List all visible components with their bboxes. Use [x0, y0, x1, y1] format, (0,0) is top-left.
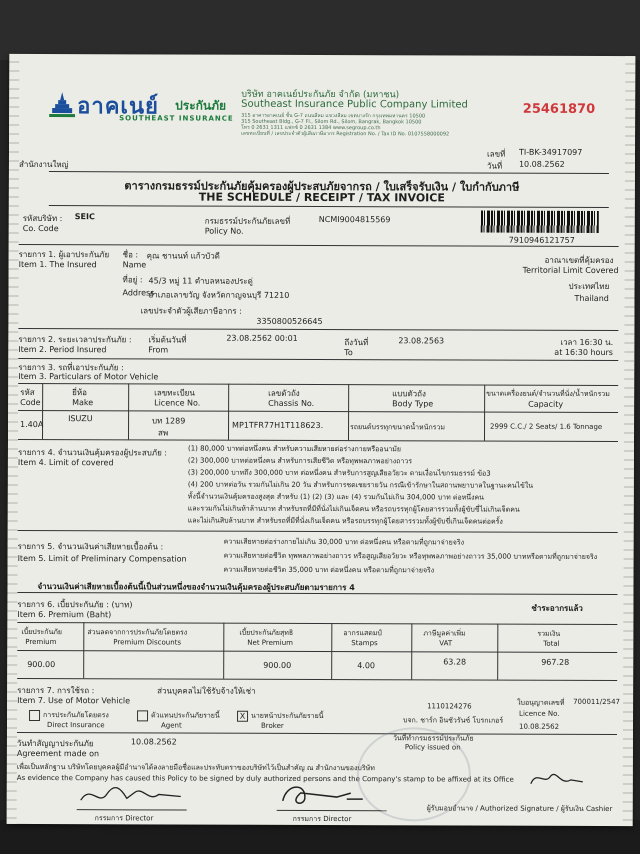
- from-value: 23.08.2562 00:01: [226, 333, 298, 343]
- net-premium-value: 900.00: [263, 660, 292, 670]
- number-label: เลขที่: [486, 149, 506, 159]
- premium-header-th: เบี้ยประกันภัยสุทธิ: [239, 628, 294, 637]
- agreement-label-en: Agreement made on: [16, 748, 100, 759]
- director-label-1: [95, 813, 154, 824]
- to-value: 23.08.2563: [398, 336, 445, 346]
- direct-insurance-label-th: การประกันภัยโดยตรง: [43, 711, 109, 720]
- company-name-th: บริษัท อาคเนย์ประกันภัย จำกัด (มหาชน): [241, 89, 400, 101]
- insured-item-th: รายการ 1. ผู้เอาประกันภัย: [18, 249, 110, 260]
- vehicle-header-th: เลขตัวถัง: [268, 388, 300, 398]
- company-address: [241, 113, 449, 138]
- premium-item-en: Item 6. Premium (Baht): [17, 609, 112, 620]
- authorized-label-th: ผู้รับมอบอำนาจ: [426, 804, 474, 813]
- insured-name-value: คุณ ชานนท์ แก้วบัวดี: [146, 251, 220, 261]
- agreement-value: 10.08.2562: [130, 737, 177, 747]
- taxid-value: 3350800526645: [256, 316, 323, 327]
- to-label-th: ถึงวันที่: [344, 338, 369, 348]
- vehicle-header-th: ขนาดเครื่องยนต์/จำนวนที่นั่ง/น้ำหนักรวม: [486, 389, 610, 399]
- broker-checkbox[interactable]: X: [237, 711, 248, 722]
- address-label-th: ที่อยู่ :: [122, 275, 143, 285]
- preliminary-line: ความเสียหายต่อชีวิต ทุพพลภาพอย่างถาวร หรือสูญเสียอวัยวะ หรือทุพพลภาพอย่างถาวร 35,000 บาทหรือตามที่ถูกมาจ่ายจริง: [223, 551, 598, 561]
- divider: [18, 328, 618, 331]
- co-code-value: SEIC: [74, 212, 95, 222]
- cashier-label-th: ผู้รับเงิน: [560, 804, 584, 813]
- director-signature-1: [77, 782, 187, 808]
- logo-text-en: SOUTHEAST INSURANCE: [119, 114, 234, 123]
- limit-line: (4) 200 บาทต่อวัน รวมกันไม่เกิน 20 วัน สำหรับการชดเชยรายวัน กรณีเข้ารักษาในสถานพยาบาลในฐานะคนไข้ใน: [187, 480, 534, 490]
- vehicle-header-en: Licence No.: [154, 398, 201, 408]
- evidence-text-th: เพื่อเป็นหลักฐาน บริษัทโดยบุคคลผู้มีอำนาจได้ลงลายมือชื่อและประทับตราของบริษัทไว้เป็นสำคัญ ณ สำนักงานของบริษัท: [16, 762, 375, 773]
- total-value: 967.28: [541, 657, 570, 667]
- director-signature-2: [277, 779, 367, 809]
- agreement-label-th: วันทำสัญญาประกันภัย: [16, 738, 94, 749]
- limits-item-th: รายการ 4. จำนวนเงินคุ้มครองผู้ประสบภัย :: [17, 447, 168, 458]
- limit-line: (3) 200,000 บาทถึง 300,000 บาท ต่อหนึ่งคน สำหรับการสูญเสียอวัยวะ ตามเงื่อนไขกรมธรรม์ ข้อ3: [187, 468, 491, 478]
- logo-text-th-sub: ประกันภัย: [175, 98, 227, 113]
- period-item-en: Item 2. Period Insured: [18, 344, 107, 355]
- number-value: TI-BK-34917097: [518, 147, 583, 157]
- address-line: 315 Southeast Bldg., G-7 Fl., Silom Rd., Silom, Bangrak, Bangkok 10500: [241, 118, 422, 126]
- vat-value: 63.28: [443, 657, 467, 667]
- direct-insurance-label-en: Direct Insurance: [46, 721, 105, 730]
- limit-line: (1) 80,000 บาทต่อหนึ่งคน สำหรับความเสียหายต่อร่างกายหรืออนามัย: [187, 444, 402, 454]
- director-label-2: [293, 814, 352, 825]
- preliminary-line: ความเสียหายต่อชีวิต 35,000 บาท ต่อหนึ่งคน หรือตามที่ถูกมาจ่ายจริง: [223, 565, 435, 575]
- premium-header-th: ส่วนลดจากการประกันภัยโดยตรง: [87, 628, 188, 637]
- licence-label-th: ใบอนุญาตเลขที่: [517, 698, 565, 707]
- premium-header-en: Stamps: [351, 639, 378, 648]
- agent-label-en: Agent: [160, 721, 182, 730]
- divider: [18, 530, 618, 533]
- premium-header-th: รวมเงิน: [537, 629, 561, 638]
- policy-no-label-en: Policy No.: [204, 226, 244, 236]
- issued-value: 10.08.2562: [518, 722, 560, 731]
- date-value: 10.08.2562: [518, 159, 565, 169]
- address-line: เลขทะเบียนที่ / เลขประจำตัวผู้เสียภาษีอากร Registration No. / Tax ID No. 0107558000092: [241, 130, 450, 138]
- table-border: [18, 383, 618, 386]
- title-th: ตารางกรมธรรม์ประกันภัยคุ้มครองผู้ประสบภัยจากรถ / ใบเสร็จรับเงิน / ใบกำกับภาษี: [124, 179, 520, 194]
- branch-label: สำนักงานใหญ่: [18, 159, 69, 170]
- cashier-signature: [527, 768, 587, 790]
- table-border: [17, 622, 617, 625]
- agent-checkbox[interactable]: [137, 710, 148, 721]
- authorized-label: ผู้รับมอบอำนาจ / Authorized Signature / ผู้รับเงิน Cashier: [426, 804, 613, 814]
- use-item-th: รายการ 7. การใช้รถ :: [17, 685, 95, 696]
- premium-item-th: รายการ 6. เบี้ยประกันภัย : (บาท): [17, 599, 133, 610]
- territory-value-en: Thailand: [574, 293, 609, 304]
- broker-code: 1110124276: [427, 702, 472, 711]
- premium-value: 900.00: [27, 659, 56, 670]
- vehicle-code: 1.40A: [20, 419, 44, 430]
- divider: [18, 410, 618, 413]
- premium-header-en: Total: [543, 639, 560, 648]
- vehicle-licence-province: สพ: [158, 428, 169, 438]
- premium-header-en: Net Premium: [247, 638, 293, 647]
- preliminary-line: ความเสียหายต่อร่างกายไม่เกิน 30,000 บาท ต่อหนึ่งคน หรือตามที่ถูกมาจ่ายจริง: [223, 537, 465, 547]
- vehicle-licence: บท 1289: [152, 416, 186, 426]
- signature-line: [277, 810, 387, 811]
- limits-list: [188, 443, 534, 528]
- title-en: THE SCHEDULE / RECEIPT / TAX INVOICE: [198, 190, 445, 205]
- perforation-right: [623, 56, 636, 826]
- address-label-en: Address: [122, 288, 155, 298]
- director-label-en: Director: [323, 815, 352, 824]
- preliminary-item-th: รายการ 5. จำนวนเงินค่าเสียหายเบื้องต้น :: [17, 541, 164, 552]
- address-line2: อำเภอเลาขวัญ จังหวัดกาญจนบุรี 71210: [148, 290, 290, 300]
- policy-no-value: NCMI9004815569: [318, 214, 391, 225]
- barcode-number: 7910946121757: [508, 235, 575, 245]
- licence-value: 700011/2547: [573, 697, 621, 707]
- premium-header-th: อากรแสตมป์: [343, 629, 382, 638]
- vehicle-header-en: Capacity: [528, 399, 564, 409]
- address-line1: 45/3 หมู่ 11 ตำบลหนองประดู่: [148, 276, 253, 286]
- name-label-th: ชื่อ :: [122, 250, 139, 260]
- director-label-th: กรรมการ: [94, 814, 124, 823]
- date-label: วันที่: [486, 161, 503, 171]
- temple-logo-icon: [49, 92, 75, 118]
- vehicle-header-th: รหัส: [20, 387, 35, 398]
- preliminary-item-en: Item 5. Limit of Preliminary Compensation: [17, 553, 187, 564]
- vehicle-item-en: Item 3. Particulars of Motor Vehicle: [18, 371, 159, 382]
- vehicle-header-en: Code: [20, 397, 41, 408]
- limit-line: (2) 300,000 บาทต่อหนึ่งคน สำหรับการเสียชีวิต หรือทุพพลภาพอย่างถาวร: [187, 456, 413, 466]
- address-line: โทร 0 2631 1311 แฟกซ์ 0 2631 1384 www.segroup.co.th: [241, 124, 381, 132]
- issued-label-th: วันที่ทำกรมธรรม์ประกันภัย: [392, 734, 474, 743]
- vehicle-header-th: ยี่ห้อ: [72, 388, 87, 398]
- period-item-th: รายการ 2. ระยะเวลาประกันภัย :: [18, 334, 132, 345]
- co-code-label-th: รหัสบริษัท :: [22, 213, 63, 224]
- limit-line: ทั้งนี้จำนวนเงินคุ้มครองสูงสุด สำหรับ (1) (2) (3) และ (4) รวมกันไม่เกิน 304,000 บาท ต่อหนึ่งคน: [187, 492, 484, 502]
- name-label-en: Name: [122, 260, 147, 270]
- time-en: at 16:30 hours: [554, 347, 613, 358]
- vehicle-header-en: Make: [72, 398, 94, 408]
- cashier-label-en: Cashier: [585, 804, 613, 814]
- territory-label-th: อาณาเขตที่คุ้มครอง: [544, 255, 614, 266]
- divider: [18, 439, 618, 442]
- receipt-document: [7, 54, 636, 826]
- preliminary-list: [224, 535, 598, 578]
- company-name-en: Southeast Insurance Public Company Limited: [241, 98, 468, 111]
- preliminary-note: จำนวนเงินค่าเสียหายเบื้องต้นนี้เป็นส่วนหนึ่งของจำนวนเงินคุ้มครองผู้ประสบภัยตามรายการ 4: [37, 582, 355, 593]
- vehicle-chassis: MP1TFR77H1T118623.: [232, 420, 324, 431]
- insured-item-en: Item 1. The Insured: [18, 259, 97, 270]
- limit-line: และรวมกันไม่เกินห้าล้านบาท สำหรับรถที่มีที่นั่งไม่เกินเจ็ดคน หรือรถบรรทุกผู้โดยสารรวมทั้งผู้ขับขี่ไม่เกินเจ็ดคน: [187, 504, 520, 514]
- address-line: 315 อาคารอาคเนย์ ชั้น G-7 ถนนสีลม แขวงสีลม เขตบางรัก กรุงเทพมหานคร 10500: [241, 112, 426, 120]
- premium-header-th: ภาษีมูลค่าเพิ่ม: [423, 629, 466, 638]
- from-label-en: From: [148, 345, 169, 355]
- vehicle-header-th: แบบตัวถัง: [392, 389, 426, 399]
- limits-item-en: Item 4. Limit of covered: [17, 457, 114, 468]
- title-border-bottom: [49, 205, 609, 208]
- stamp-paid-label: ชำระอากรแล้ว: [531, 603, 583, 613]
- premium-header-en: Premium Discounts: [113, 638, 182, 647]
- licence-label-en: Licence No.: [519, 709, 560, 718]
- director-label-en: Director: [125, 814, 154, 823]
- use-value: ส่วนบุคคลไม่ใช้รับจ้างให้เช่า: [157, 686, 256, 696]
- direct-insurance-checkbox[interactable]: [29, 710, 40, 721]
- broker-name: บจก. ชาร์ก อินชัวรันซ์ โบรกเกอร์: [403, 716, 504, 725]
- premium-header-en: Premium: [25, 637, 57, 647]
- time-th: เวลา 16:30 น.: [560, 337, 614, 348]
- co-code-label-en: Co. Code: [22, 223, 59, 234]
- limit-line: และไม่เกินสิบล้านบาท สำหรับรถที่มีที่นั่งเกินเจ็ดคน หรือรถบรรทุกผู้โดยสารรวมทั้งผู้ขับขี่เกินเจ็ดคนต่อครั้ง: [187, 516, 503, 526]
- evidence-text-en: As evidence the Company has caused this Policy to be signed by duly authorized persons and the Company's stamp to be affixed at its Office: [16, 773, 514, 784]
- territory-value-th: ประเทศไทย: [568, 281, 610, 292]
- vehicle-make: ISUZU: [68, 414, 93, 424]
- vehicle-header-en: Body Type: [392, 399, 434, 409]
- policy-no-label-th: กรมธรรม์ประกันภัยเลขที่: [204, 216, 291, 226]
- vehicle-item-th: รายการ 3. รถที่เอาประกันภัย :: [18, 362, 124, 373]
- to-label-en: To: [344, 348, 353, 358]
- vehicle-capacity: 2999 C.C./ 2 Seats/ 1.6 Tonnage: [490, 422, 603, 431]
- logo-text-th: อาคเนย์: [77, 94, 159, 120]
- vehicle-header-th: เลขทะเบียน: [154, 388, 195, 398]
- premium-header-en: VAT: [439, 639, 453, 648]
- from-label-th: เริ่มต้นวันที่: [148, 335, 187, 345]
- agent-label-th: ตัวแทนประกันภัยรายนี้: [151, 711, 220, 720]
- territory-label-en: Territorial Limit Covered: [522, 265, 619, 276]
- document-number: 25461870: [522, 101, 596, 117]
- divider: [17, 650, 617, 653]
- divider: [17, 678, 617, 681]
- broker-label-en: Broker: [260, 721, 284, 730]
- vehicle-header-en: Chassis No.: [268, 398, 315, 408]
- vehicle-body-type: รถยนต์บรรทุกขนาดน้ำหนักรวม: [350, 423, 446, 432]
- premium-header-th: เบี้ยประกันภัย: [21, 627, 62, 637]
- broker-label-th: นายหน้าประกันภัยรายนี้: [251, 711, 324, 721]
- taxid-label: เลขประจำตัวผู้เสียภาษีอากร :: [140, 306, 242, 316]
- divider: [17, 732, 617, 735]
- title-border-top: [49, 171, 609, 174]
- background-top: [0, 0, 640, 60]
- divider: [17, 592, 617, 595]
- authorized-label-en: Authorized Signature: [480, 804, 555, 813]
- director-label-th: กรรมการ: [292, 814, 322, 824]
- issued-label-en: Policy issued on: [404, 743, 461, 752]
- barcode: [481, 211, 599, 233]
- signature-line: [77, 809, 187, 810]
- stamps-value: 4.00: [357, 661, 376, 671]
- use-item-en: Item 7. Use of Motor Vehicle: [17, 695, 131, 706]
